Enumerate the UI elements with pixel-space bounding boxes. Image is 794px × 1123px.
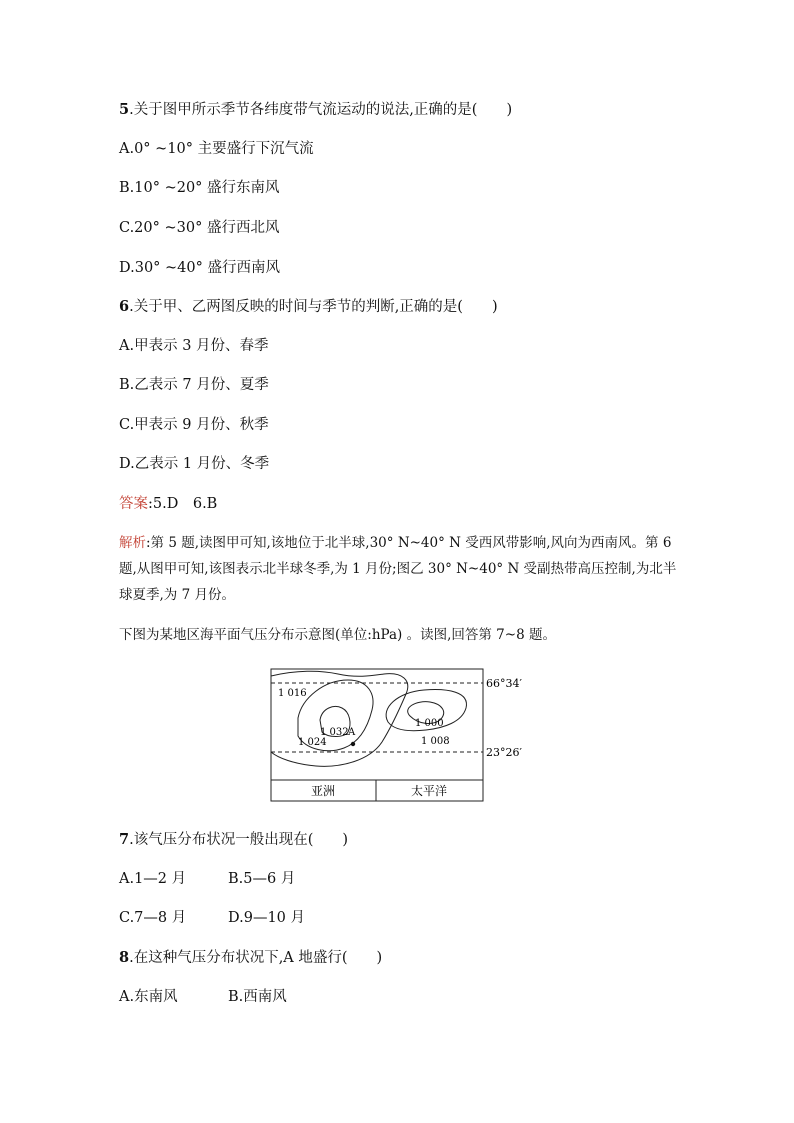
q8-option-a[interactable]: A.东南风 <box>119 989 178 1005</box>
answer-label: 答案 <box>119 496 148 512</box>
analysis-paragraph <box>119 530 679 608</box>
q6-option-b[interactable]: B.乙表示 7 月份、夏季 <box>119 377 269 393</box>
label-point-a: A <box>348 727 356 738</box>
analysis-text: :第 5 题,读图甲可知,该地位于北半球,30° N~40° N 受西风带影响,风向为西南风。第 6 题,从图甲可知,该图表示北半球冬季,为 1 月份;图乙 30° N~40° N 受副热带高压控制,为北半球夏季,为 7 月份。 <box>119 535 677 603</box>
question-5-stem: 5.关于图甲所示季节各纬度带气流运动的说法,正确的是( ) <box>119 101 513 118</box>
q6-option-d[interactable]: D.乙表示 1 月份、冬季 <box>119 456 270 472</box>
region-asia: 亚洲 <box>310 784 336 798</box>
q5-option-b[interactable]: B.10° ~20° 盛行东南风 <box>119 180 280 196</box>
q7-option-a[interactable]: A.1—2 月 <box>119 871 187 887</box>
isobar-1016 <box>271 671 408 766</box>
q6-option-c[interactable]: C.甲表示 9 月份、秋季 <box>119 417 269 433</box>
label-1008: 1 008 <box>421 736 450 747</box>
answer-line <box>119 494 217 514</box>
question-8-stem: 8.在这种气压分布状况下,A 地盛行( ) <box>119 949 383 966</box>
pressure-map-figure <box>268 668 530 804</box>
q5-option-c[interactable]: C.20° ~30° 盛行西北风 <box>119 220 280 236</box>
label-1000: 1 000 <box>415 718 444 729</box>
question-7-stem: 7.该气压分布状况一般出现在( ) <box>119 831 349 848</box>
q7-option-c[interactable]: C.7—8 月 <box>119 910 187 926</box>
q7-option-b[interactable]: B.5—6 月 <box>228 871 296 887</box>
point-a-marker <box>351 742 355 746</box>
q7-option-d[interactable]: D.9—10 月 <box>228 910 306 926</box>
label-1016: 1 016 <box>278 688 307 699</box>
region-pacific: 太平洋 <box>410 784 448 798</box>
label-1024: 1 024 <box>298 737 327 748</box>
answer-text: :5.D 6.B <box>148 496 218 512</box>
label-23-26: 23°26′ <box>486 746 522 759</box>
label-66-34: 66°34′ <box>486 677 522 690</box>
question-6-stem: 6.关于甲、乙两图反映的时间与季节的判断,正确的是( ) <box>119 298 498 315</box>
analysis-label: 解析 <box>119 535 146 551</box>
q5-option-a[interactable]: A.0° ~10° 主要盛行下沉气流 <box>119 141 314 157</box>
label-1032: 1 032 <box>320 727 349 738</box>
q6-option-a[interactable]: A.甲表示 3 月份、春季 <box>119 338 269 354</box>
figure-intro: 下图为某地区海平面气压分布示意图(单位:hPa) 。读图,回答第 7~8 题。 <box>119 627 556 643</box>
q8-option-b[interactable]: B.西南风 <box>228 989 287 1005</box>
q5-option-d[interactable]: D.30° ~40° 盛行西南风 <box>119 260 280 276</box>
